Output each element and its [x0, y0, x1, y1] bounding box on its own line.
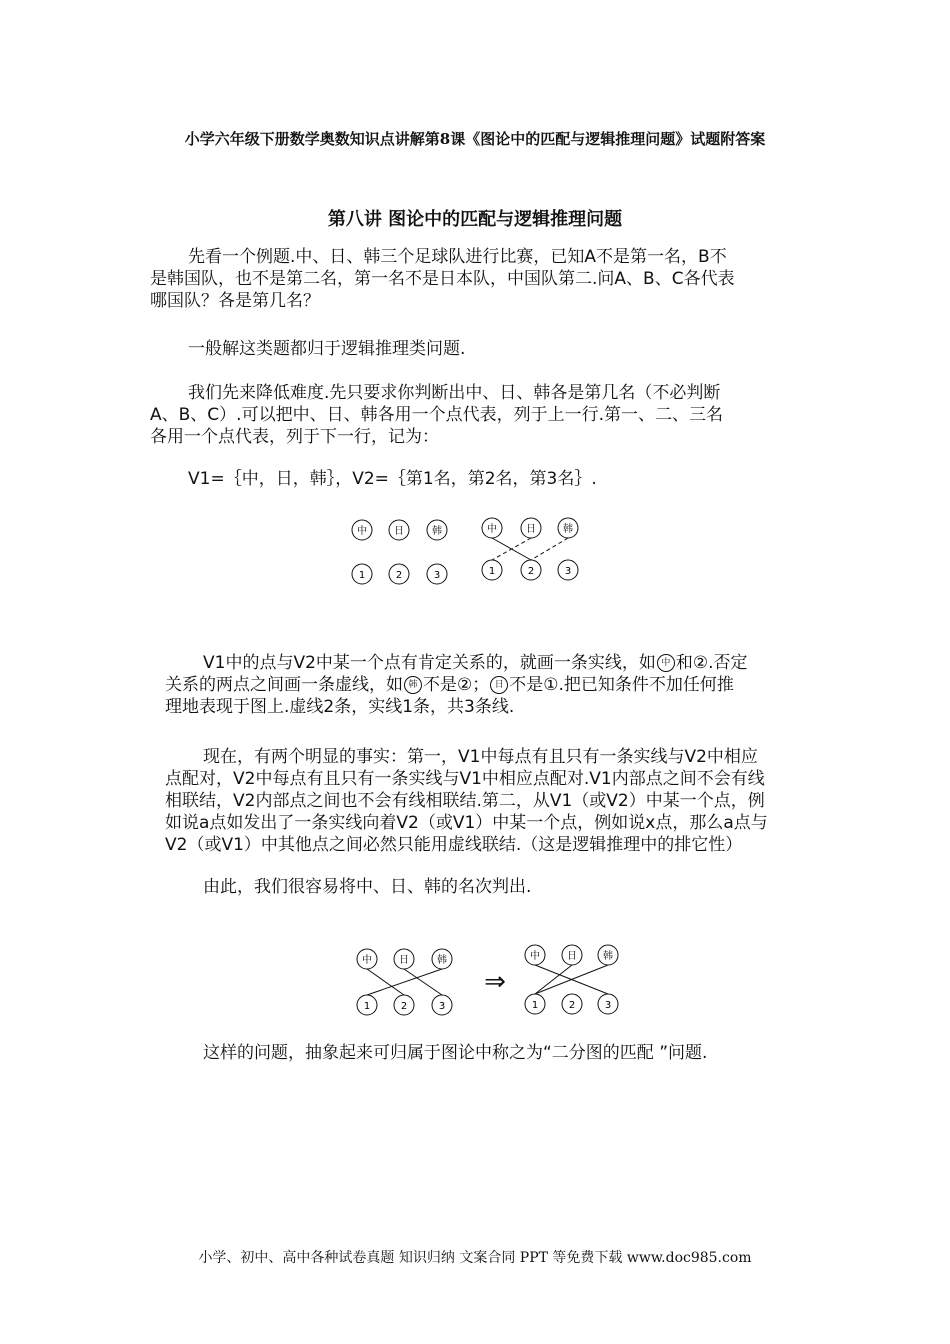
node-two-label: 2 — [395, 570, 403, 581]
paragraph-facts — [165, 746, 825, 856]
s-node-three-label: 3 — [438, 1001, 446, 1012]
para5-line3: 相联结，V2内部点之间也不会有线相联结.第二，从V1（或V2）中某一个点，例 — [165, 791, 765, 811]
s2-node-one-label: 1 — [531, 1000, 539, 1011]
para4-part-d: 不是②； — [423, 675, 490, 695]
para1-line1: 先看一个例题.中、日、韩三个足球队进行比赛，已知A不是第一名，B不 — [188, 247, 727, 267]
node-three-2-label: 3 — [564, 566, 572, 577]
node-zhong-2-label: 中 — [487, 524, 497, 535]
node-one-2-label: 1 — [488, 566, 496, 577]
edge-han-two — [531, 538, 568, 560]
implies-arrow: ⇒ — [484, 967, 506, 997]
left-graph — [352, 520, 447, 584]
para5-line2: 点配对，V2中每点有且只有一条实线与V1中相应点配对.V1内部点之间不会有线 — [165, 769, 765, 789]
s2-node-three-label: 3 — [604, 1000, 612, 1011]
para4-part-c: 关系的两点之间画一条虚线，如 — [165, 675, 403, 695]
s-node-han-label: 韩 — [437, 955, 447, 966]
s2-edge-ri-one — [535, 965, 572, 994]
lecture-title: 第八讲 图论中的匹配与逻辑推理问题 — [327, 209, 623, 230]
page-header: 小学六年级下册数学奥数知识点讲解第8课《图论中的匹配与逻辑推理问题》试题附答案 — [184, 130, 766, 148]
s-edge-han-one — [367, 969, 442, 995]
para1-line3: 哪国队？各是第几名？ — [150, 291, 320, 311]
para3-line2: A、B、C）.可以把中、日、韩各用一个点代表，列于上一行.第一、二、三名 — [150, 405, 723, 425]
paragraph-lines — [165, 652, 825, 718]
solution-left-graph — [357, 949, 452, 1015]
inline-node-ri: 日 — [490, 676, 508, 694]
page-footer: 小学、初中、高中各种试卷真题 知识归纳 文案合同 PPT 等免费下载 www.doc985.com — [198, 1250, 752, 1266]
inline-node-han: 韩 — [404, 676, 422, 694]
solution-right-graph — [525, 945, 618, 1014]
para4-part-e: 不是①.把已知条件不加任何推 — [509, 675, 734, 695]
s-node-two-label: 2 — [400, 1001, 408, 1012]
formula-text: V1=｛中，日，韩｝，V2=｛第1名，第2名，第3名｝. — [188, 469, 597, 489]
s-node-ri-label: 日 — [399, 955, 409, 966]
paragraph-example — [150, 246, 810, 312]
para5-line1: 现在，有两个明显的事实：第一，V1中每点有且只有一条实线与V2中相应 — [203, 747, 758, 767]
para4-line3: 理地表现于图上.虚线2条，实线1条，共3条线. — [165, 697, 515, 717]
para1-line2: 是韩国队，也不是第二名，第一名不是日本队，中国队第二.问A、B、C各代表 — [150, 269, 735, 289]
para5-line5: V2（或V1）中其他点之间必然只能用虚线联结.（这是逻辑推理中的排它性） — [165, 835, 743, 855]
paragraph-bipartite — [165, 1042, 825, 1064]
para2-text: 一般解这类题都归于逻辑推理类问题. — [188, 339, 466, 359]
paragraph-general — [150, 338, 810, 360]
para3-line1: 我们先来降低难度.先只要求你判断出中、日、韩各是第几名（不必判断 — [188, 383, 721, 403]
paragraph-conclusion — [165, 876, 825, 898]
para3-line3: 各用一个点代表，列于下一行，记为： — [150, 427, 439, 447]
para6-text: 由此，我们很容易将中、日、韩的名次判出. — [203, 877, 532, 897]
node-ri-label: 日 — [394, 526, 404, 537]
node-three-label: 3 — [433, 570, 441, 581]
node-han-2-label: 韩 — [563, 524, 573, 535]
inline-node-zhong: 中 — [657, 654, 675, 672]
s-edge-zhong-two — [367, 969, 404, 995]
node-two-2-label: 2 — [527, 566, 535, 577]
para4-part-a: V1中的点与V2中某一个点有肯定关系的，就画一条实线，如 — [203, 653, 656, 673]
s2-node-two-label: 2 — [568, 1000, 576, 1011]
figure-bipartite-solution — [345, 940, 635, 1020]
s2-node-zhong-label: 中 — [530, 951, 540, 962]
node-ri-2-label: 日 — [526, 524, 536, 535]
s2-node-ri-label: 日 — [567, 951, 577, 962]
right-graph — [482, 518, 578, 580]
paragraph-formula — [150, 468, 810, 490]
para7-text: 这样的问题，抽象起来可归属于图论中称之为“二分图的匹配 ”问题. — [203, 1043, 708, 1063]
s2-node-han-label: 韩 — [603, 951, 613, 962]
node-zhong-label: 中 — [357, 526, 367, 537]
paragraph-simplify — [150, 382, 810, 448]
node-han-label: 韩 — [432, 526, 442, 537]
para5-line4: 如说a点如发出了一条实线向着V2（或V1）中某一个点，例如说x点，那么a点与 — [165, 813, 768, 833]
s-node-zhong-label: 中 — [362, 955, 372, 966]
node-one-label: 1 — [358, 570, 366, 581]
figure-bipartite-initial — [340, 508, 600, 598]
s-edge-ri-three — [404, 969, 442, 995]
para4-part-b: 和②.否定 — [675, 653, 748, 673]
s-node-one-label: 1 — [363, 1001, 371, 1012]
